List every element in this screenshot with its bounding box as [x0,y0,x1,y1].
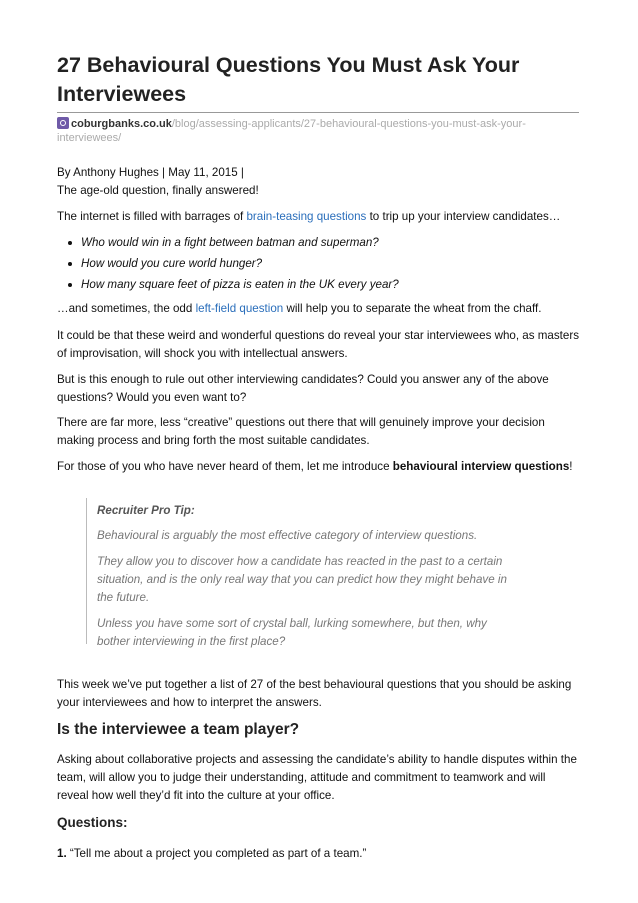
paragraph-this-week: This week we’ve put together a list of 27 of the best behavioural questions that you should be asking your interviewees and how to interpret the answers. [57,678,572,709]
paragraph-weird-questions: It could be that these weird and wonderful questions do reveal your star interviewees who, as masters of improvisation, will shock you with intellectual answers. [57,329,579,360]
source-path: /blog/assessing-applicants/27-behavioural-questions-you-must-ask-your-interviewees/ [57,118,526,144]
source-domain: coburgbanks.co.uk [71,118,172,130]
question-text: “Tell me about a project you completed as part of a team.” [66,847,367,860]
paragraph-collaborative: Asking about collaborative projects and assessing the candidate’s ability to handle disputes within the team, will allow you to judge their understanding, attitude and commitment to teamwork and will reveal how well they’d fit into the culture at your office. [57,753,577,802]
question-number: 1. [57,847,67,860]
brain-teasing-link[interactable]: brain-teasing questions [246,210,367,223]
title-divider [57,112,579,113]
paragraph-introduce [57,458,579,476]
paragraph-internet [57,208,579,226]
section-heading: Is the interviewee a team player? [57,721,300,738]
text: to trip up your interview candidates… [366,210,561,223]
tip-line: They allow you to discover how a candidate has reacted in the past to a certain situation, and is the only real way that you can predict how they might behave in the future. [97,555,507,604]
list-item: How many square feet of pizza is eaten in the UK every year? [57,276,579,297]
paragraph-creative: There are far more, less “creative” questions out there that will genuinely improve your decision making process and bring forth the most suitable candidates. [57,416,545,447]
questions-heading: Questions: [57,815,128,830]
list-item: How would you cure world hunger? [57,255,579,276]
source-url[interactable] [57,117,579,145]
page-title: 27 Behavioural Questions You Must Ask Your Interviewees [57,53,520,106]
question-1 [57,845,579,863]
paragraph-left-field [57,300,579,318]
byline: By Anthony Hughes | May 11, 2015 | [57,166,244,179]
paragraph-rule-out: But is this enough to rule out other interviewing candidates? Could you answer any of the above questions? Would you even want to? [57,373,549,404]
behavioural-questions-emphasis: behavioural interview questions [392,460,570,473]
text: The internet is filled with barrages of [57,210,247,223]
list-item: Who would win in a fight between batman and superman? [57,234,579,255]
text: …and sometimes, the odd [57,302,196,315]
text: ! [569,460,573,473]
tip-line: Unless you have some sort of crystal ball, lurking somewhere, but then, why bother interviewing in the first place? [97,617,487,648]
intro-line: The age-old question, finally answered! [57,184,259,197]
text: will help you to separate the wheat from the chaff. [283,302,542,315]
site-favicon-icon [57,117,69,129]
example-questions-list [57,234,579,297]
text: For those of you who have never heard of them, let me introduce [57,460,393,473]
tip-title: Recruiter Pro Tip: [97,504,195,517]
tip-line: Behavioural is arguably the most effective category of interview questions. [97,529,478,542]
recruiter-pro-tip-quote [86,498,537,648]
left-field-link[interactable]: left-field question [195,302,284,315]
